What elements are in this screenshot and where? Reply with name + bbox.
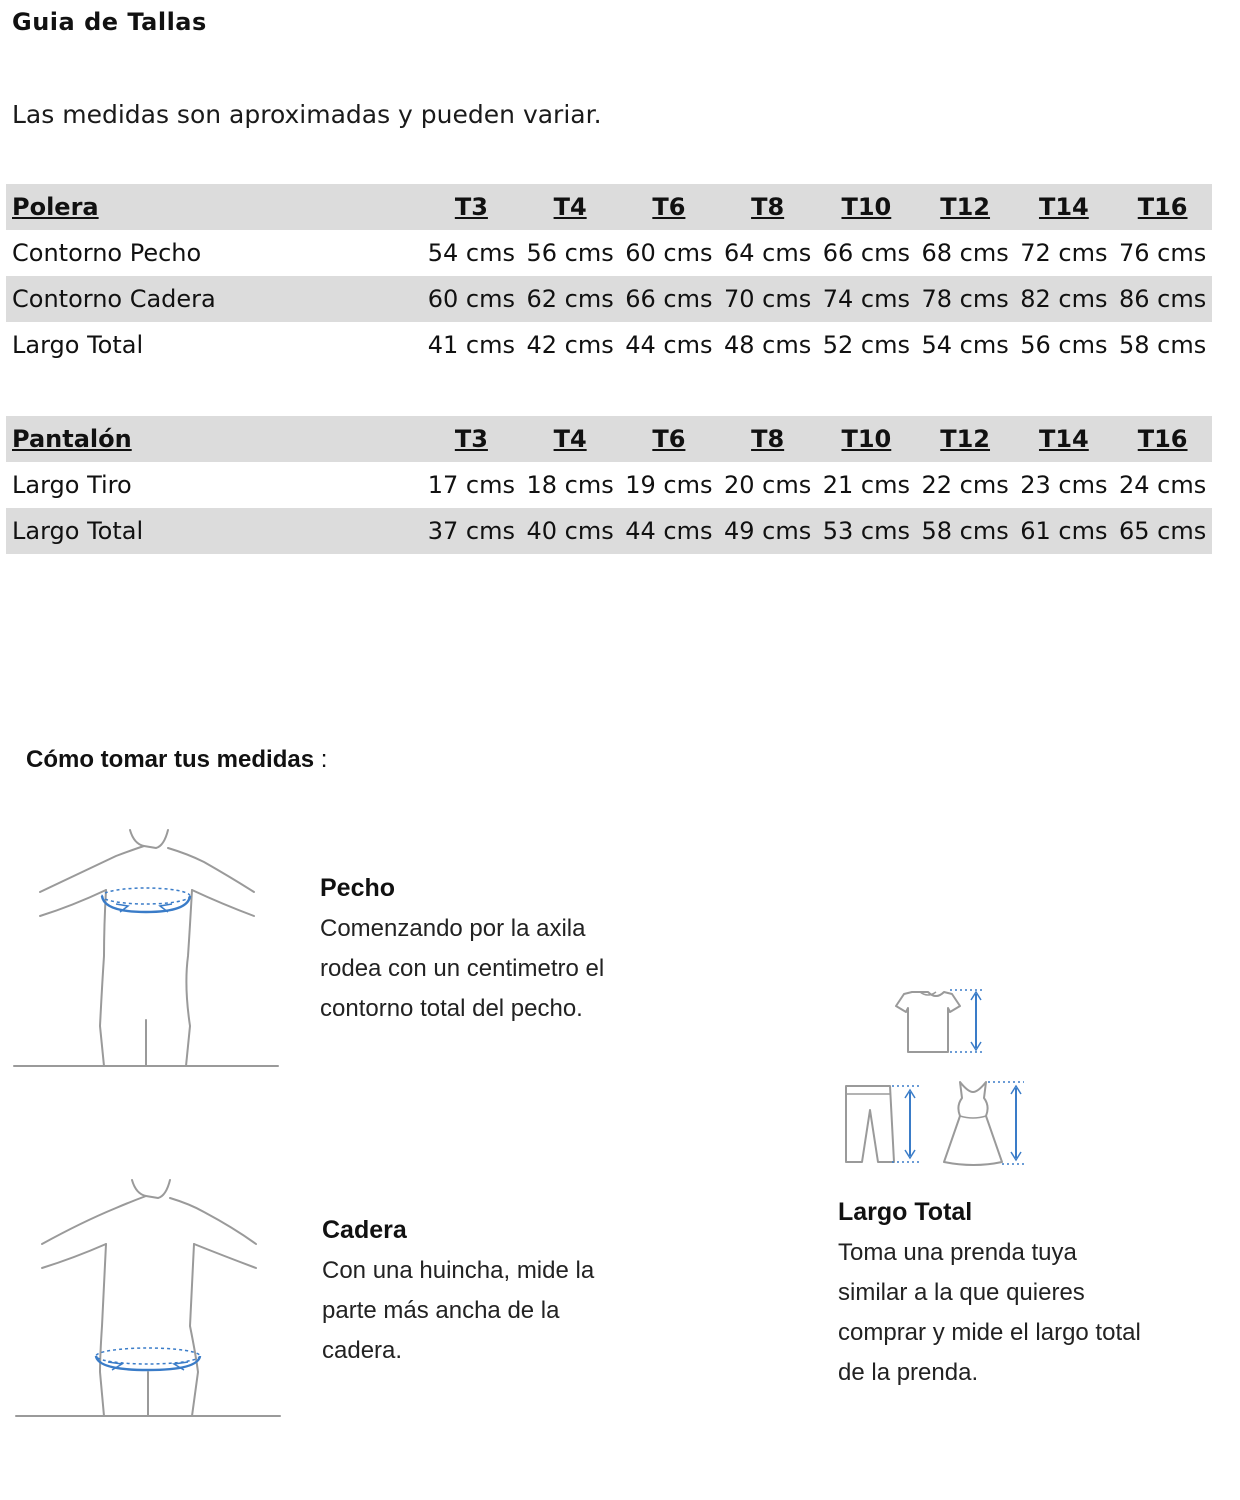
largo-line: similar a la que quieres	[838, 1279, 1085, 1306]
table-cell: 18 cms	[526, 471, 614, 499]
table-cell: 74 cms	[822, 285, 910, 313]
table-cell: 76 cms	[1119, 239, 1207, 267]
pants-icon	[840, 1080, 930, 1170]
table-cell: 60 cms	[427, 285, 515, 313]
table-cell: 58 cms	[1119, 331, 1207, 359]
garment-header: Polera	[12, 193, 99, 221]
pecho-line: Comenzando por la axila	[320, 915, 586, 942]
size-header: T12	[940, 425, 991, 453]
table-cell: 44 cms	[625, 517, 713, 545]
table-cell: 66 cms	[625, 285, 713, 313]
row-label: Largo Tiro	[12, 471, 132, 499]
table-header-row	[6, 184, 1212, 230]
polera-size-table	[6, 184, 1212, 368]
torso-chest-figure	[12, 826, 282, 1072]
pecho-line: contorno total del pecho.	[320, 995, 583, 1022]
dress-icon	[940, 1076, 1036, 1172]
table-cell: 49 cms	[724, 517, 812, 545]
table-cell: 56 cms	[526, 239, 614, 267]
table-cell: 21 cms	[822, 471, 910, 499]
table-cell: 40 cms	[526, 517, 614, 545]
cadera-instructions	[322, 1216, 642, 1371]
table-cell: 48 cms	[724, 331, 812, 359]
size-header: T6	[652, 193, 686, 221]
garment-header: Pantalón	[12, 425, 132, 453]
table-cell: 64 cms	[724, 239, 812, 267]
size-header: T10	[841, 193, 892, 221]
row-label: Largo Total	[12, 331, 144, 359]
size-header: T8	[751, 193, 785, 221]
table-cell: 20 cms	[724, 471, 812, 499]
table-cell: 58 cms	[921, 517, 1009, 545]
table-cell: 52 cms	[822, 331, 910, 359]
table-header-row	[6, 416, 1212, 462]
table-cell: 37 cms	[427, 517, 515, 545]
how-to-title	[26, 746, 327, 774]
table-cell: 61 cms	[1020, 517, 1108, 545]
table-cell: 86 cms	[1119, 285, 1207, 313]
table-cell: 62 cms	[526, 285, 614, 313]
size-header: T3	[454, 425, 488, 453]
size-header: T8	[751, 425, 785, 453]
table-cell: 22 cms	[921, 471, 1009, 499]
table-cell: 68 cms	[921, 239, 1009, 267]
table-cell: 54 cms	[921, 331, 1009, 359]
how-to-title-text: Cómo tomar tus medidas	[26, 746, 315, 773]
row-label: Contorno Cadera	[12, 285, 216, 313]
largo-line: Toma una prenda tuya	[838, 1239, 1077, 1266]
page-subtitle: Las medidas son aproximadas y pueden variar.	[12, 100, 602, 129]
page-title: Guia de Tallas	[12, 8, 207, 36]
table-row	[6, 230, 1212, 276]
table-cell: 72 cms	[1020, 239, 1108, 267]
table-cell: 70 cms	[724, 285, 812, 313]
largo-line: de la prenda.	[838, 1359, 979, 1386]
table-row	[6, 322, 1212, 368]
table-cell: 66 cms	[822, 239, 910, 267]
cadera-heading: Cadera	[322, 1216, 407, 1244]
table-cell: 82 cms	[1020, 285, 1108, 313]
size-header: T10	[841, 425, 892, 453]
size-header: T6	[652, 425, 686, 453]
table-cell: 17 cms	[427, 471, 515, 499]
size-header: T4	[553, 193, 587, 221]
largo-instructions	[838, 1198, 1198, 1393]
table-cell: 53 cms	[822, 517, 910, 545]
table-cell: 56 cms	[1020, 331, 1108, 359]
how-to-title-suffix: :	[314, 746, 328, 773]
size-header: T16	[1137, 425, 1188, 453]
size-header: T4	[553, 425, 587, 453]
pecho-line: rodea con un centimetro el	[320, 955, 605, 982]
pantalon-size-table	[6, 416, 1212, 554]
table-cell: 24 cms	[1119, 471, 1207, 499]
table-row	[6, 462, 1212, 508]
size-header: T3	[454, 193, 488, 221]
pecho-instructions	[320, 874, 650, 1029]
table-cell: 78 cms	[921, 285, 1009, 313]
table-cell: 41 cms	[427, 331, 515, 359]
size-header: T12	[940, 193, 991, 221]
cadera-line: Con una huincha, mide la	[322, 1257, 595, 1284]
table-row	[6, 508, 1212, 554]
cadera-line: parte más ancha de la	[322, 1297, 560, 1324]
row-label: Largo Total	[12, 517, 144, 545]
largo-heading: Largo Total	[838, 1198, 973, 1226]
largo-line: comprar y mide el largo total	[838, 1319, 1141, 1346]
table-cell: 60 cms	[625, 239, 713, 267]
size-header: T14	[1038, 193, 1089, 221]
tshirt-icon	[892, 986, 992, 1058]
pecho-heading: Pecho	[320, 874, 396, 902]
table-cell: 19 cms	[625, 471, 713, 499]
size-header: T14	[1038, 425, 1089, 453]
table-cell: 23 cms	[1020, 471, 1108, 499]
torso-hip-figure	[12, 1176, 282, 1422]
table-cell: 65 cms	[1119, 517, 1207, 545]
table-cell: 54 cms	[427, 239, 515, 267]
size-header: T16	[1137, 193, 1188, 221]
table-row	[6, 276, 1212, 322]
table-cell: 44 cms	[625, 331, 713, 359]
table-cell: 42 cms	[526, 331, 614, 359]
row-label: Contorno Pecho	[12, 239, 202, 267]
cadera-line: cadera.	[322, 1337, 403, 1364]
